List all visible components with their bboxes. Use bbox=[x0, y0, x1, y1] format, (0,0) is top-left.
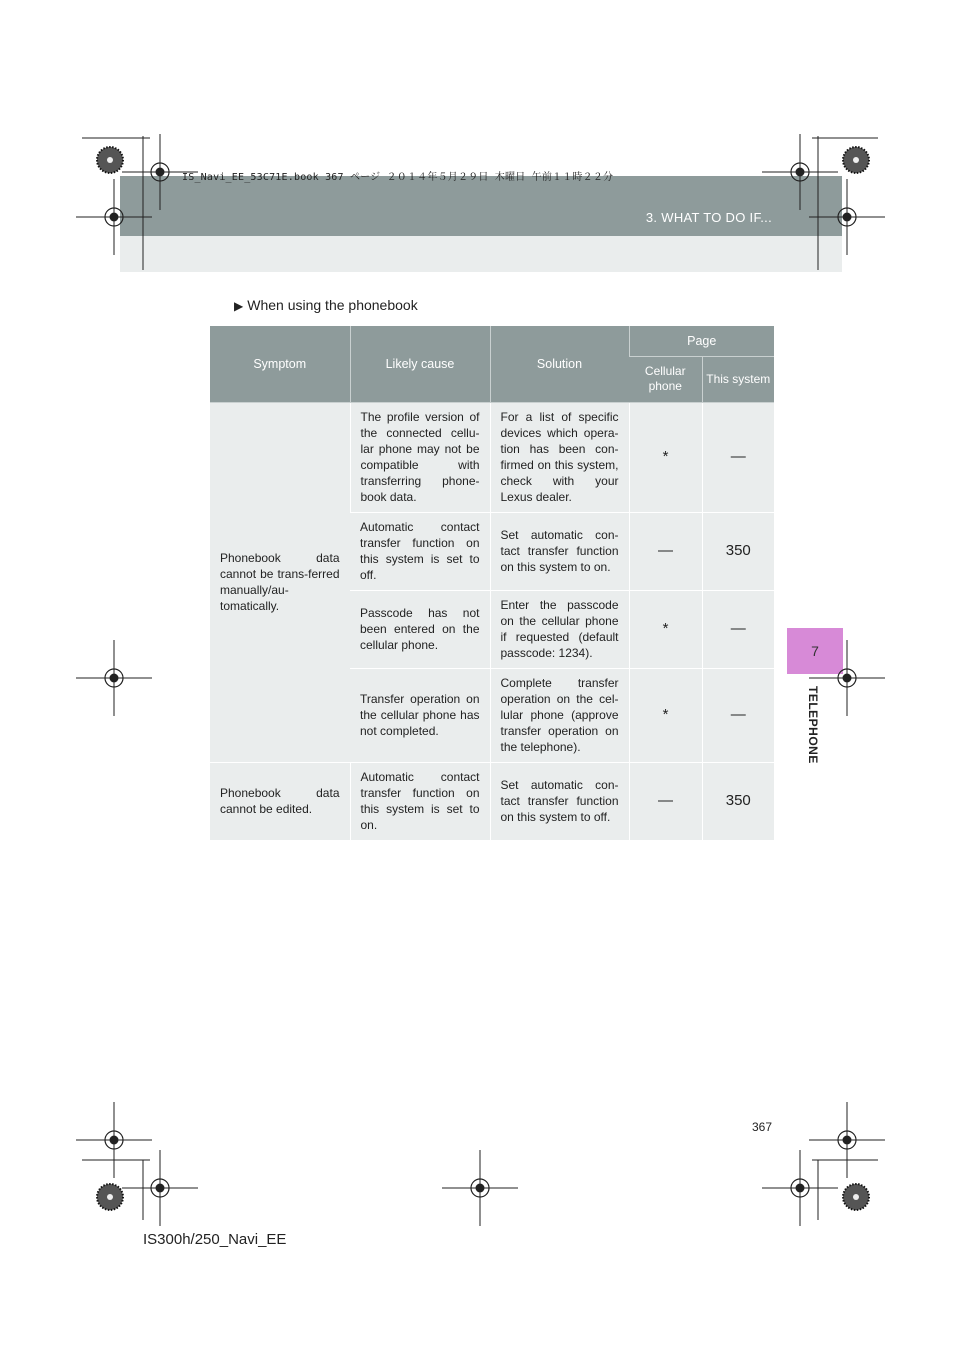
header-symptom: Symptom bbox=[210, 326, 350, 402]
cause-cell: Automatic contact transfer function on this system is set to on. bbox=[350, 762, 490, 840]
solution-cell: Complete transfer operation on the cel-lular phone (approve transfer operation on the telephone). bbox=[490, 668, 629, 762]
header-this-system: This system bbox=[702, 356, 774, 402]
chapter-label: TELEPHONE bbox=[806, 686, 820, 764]
system-page-cell: — bbox=[702, 402, 774, 512]
triangle-arrow-icon: ▶ bbox=[234, 299, 244, 313]
page-number: 367 bbox=[752, 1120, 773, 1134]
symptom-cell: Phonebook data cannot be edited. bbox=[210, 762, 350, 840]
header-likely-cause: Likely cause bbox=[350, 326, 490, 402]
section-title: 3. WHAT TO DO IF... bbox=[645, 210, 772, 225]
chapter-number: 7 bbox=[811, 643, 819, 659]
cause-cell: Transfer operation on the cellular phone has not completed. bbox=[350, 668, 490, 762]
cause-cell: Automatic contact transfer function on this system is set to off. bbox=[350, 512, 490, 590]
cellular-page-cell: * bbox=[629, 590, 702, 668]
book-info-line: IS_Navi_EE_53C71E.book 367 ページ ２０１４年５月２９日 木曜日 午前１１時２２分 bbox=[182, 172, 614, 183]
solution-cell: Set automatic con-tact transfer function on this system to on. bbox=[490, 512, 629, 590]
footer-model: IS300h/250_Navi_EE bbox=[143, 1231, 287, 1248]
cellular-page-cell: * bbox=[629, 668, 702, 762]
system-page-cell: — bbox=[702, 668, 774, 762]
cause-cell: The profile version of the connected cellu-lar phone may not be compatible with transferring phone-book data. bbox=[350, 402, 490, 512]
system-page-cell: — bbox=[702, 590, 774, 668]
cellular-page-cell: — bbox=[629, 762, 702, 840]
solution-cell: Set automatic con-tact transfer function on this system to off. bbox=[490, 762, 629, 840]
cellular-page-cell: — bbox=[629, 512, 702, 590]
header-solution: Solution bbox=[490, 326, 629, 402]
system-page-cell: 350 bbox=[702, 512, 774, 590]
symptom-cell: Phonebook data cannot be trans-ferred manually/au-tomatically. bbox=[210, 402, 350, 762]
subsection-heading-text: When using the phonebook bbox=[247, 297, 418, 313]
header-cellular-phone: Cellular phone bbox=[629, 356, 702, 402]
cellular-page-cell: * bbox=[629, 402, 702, 512]
solution-cell: Enter the passcode on the cellular phone if requested (default passcode: 1234). bbox=[490, 590, 629, 668]
cause-cell: Passcode has not been entered on the cellular phone. bbox=[350, 590, 490, 668]
solution-cell: For a list of specific devices which opera-tion has been con-firmed on this system, check with your Lexus dealer. bbox=[490, 402, 629, 512]
system-page-cell: 350 bbox=[702, 762, 774, 840]
header-page: Page bbox=[629, 326, 774, 356]
